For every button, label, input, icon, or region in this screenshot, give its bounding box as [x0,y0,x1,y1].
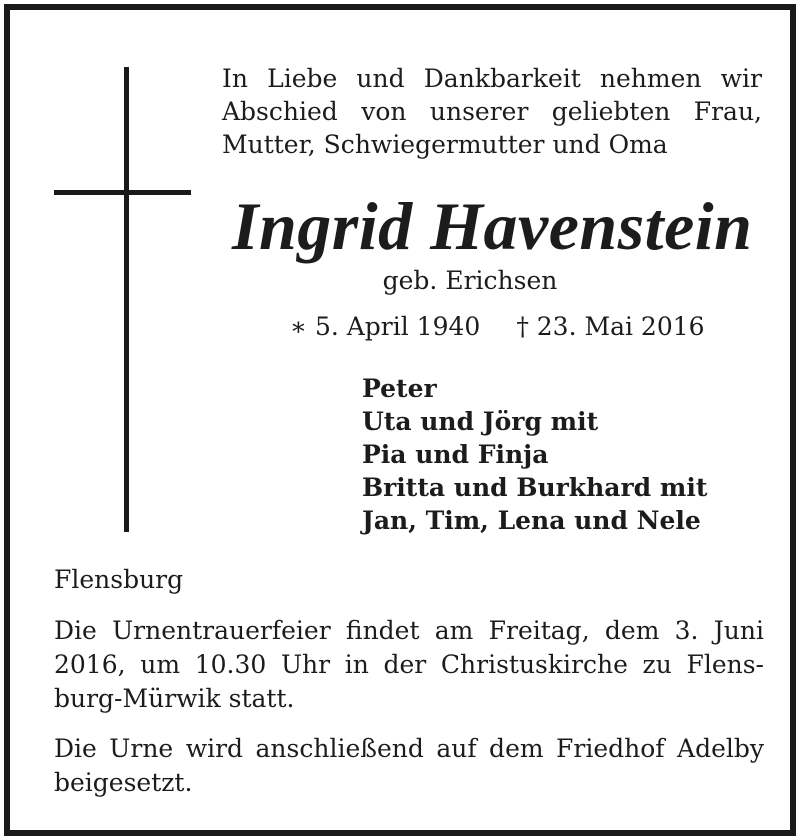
ceremony-line: burg-Mürwik statt. [54,684,295,713]
burial-line: Die Urne wird anschließend auf dem Friedhof Adelby [54,734,764,763]
obituary-frame [4,4,796,836]
family-member: Uta und Jörg mit [362,407,599,436]
burial-paragraph [54,732,764,800]
birth-date: ∗ 5. April 1940 [290,312,481,341]
intro-line: Abschied von unserer geliebten Frau, [222,97,762,126]
maiden-name: geb. Erichsen [382,266,558,295]
burial-line: beigesetzt. [54,768,193,797]
ceremony-line: 2016, um 10.30 Uhr in der Christuskirche zu Flens- [54,650,764,679]
intro-line: In Liebe und Dankbarkeit nehmen wir [222,64,762,93]
place: Flensburg [54,565,184,594]
deceased-name: Ingrid Havenstein [232,188,753,264]
family-member: Peter [362,374,437,403]
ceremony-line: Die Urnentrauerfeier findet am Freitag, dem 3. Juni [54,616,764,645]
family-member: Britta und Burkhard mit [362,473,708,502]
intro-line: Mutter, Schwiegermutter und Oma [222,130,668,159]
family-list [362,372,707,537]
intro-text [222,62,762,161]
life-dates [290,312,705,342]
family-member: Pia und Finja [362,440,549,469]
cross-icon [124,67,129,532]
family-member: Jan, Tim, Lena und Nele [362,506,701,535]
cross-icon-bar [54,190,191,195]
ceremony-paragraph [54,614,764,716]
death-date: † 23. Mai 2016 [516,312,705,341]
